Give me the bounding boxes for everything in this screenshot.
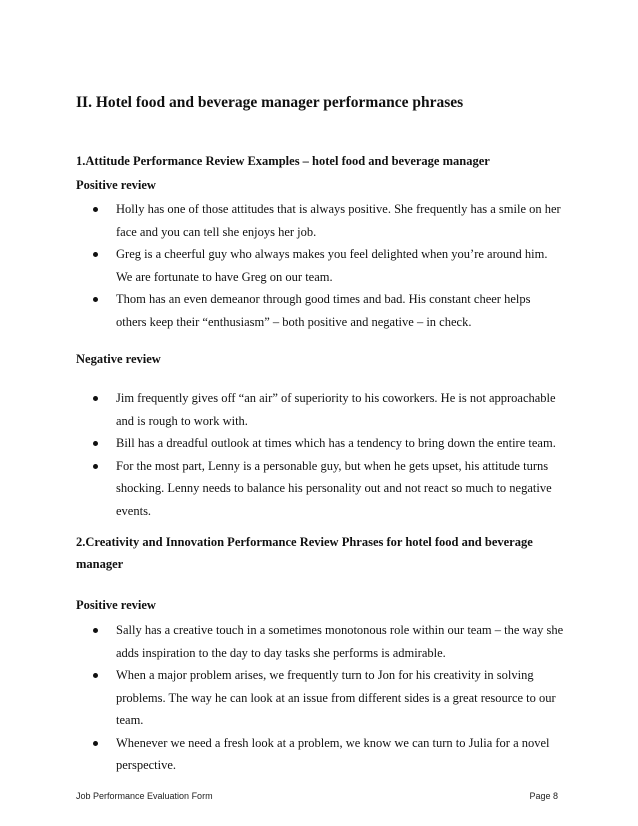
list-item — [76, 288, 564, 333]
positive-review-label: Positive review — [76, 178, 156, 192]
list-item-text: Sally has a creative touch in a sometimes monotonous role within our team – the way she adds inspiration to the day to day tasks she performs is admirable. — [116, 623, 564, 660]
list-item-text: Greg is a cheerful guy who always makes you feel delighted when you’re around him. We are fortunate to have Greg on our team. — [116, 247, 548, 284]
bullet-icon — [93, 441, 98, 446]
bullet-icon — [93, 741, 98, 746]
footer-form-title: Job Performance Evaluation Form — [76, 791, 213, 801]
list-item — [76, 732, 564, 777]
list-item-text: Bill has a dreadful outlook at times which has a tendency to bring down the entire team. — [116, 436, 556, 450]
bullet-icon — [93, 207, 98, 212]
list-item — [76, 664, 564, 732]
list-item — [76, 455, 564, 523]
attitude-negative-list — [76, 387, 564, 522]
bullet-icon — [93, 297, 98, 302]
creativity-positive-list — [76, 619, 564, 777]
list-item-text: Jim frequently gives off “an air” of superiority to his coworkers. He is not approachable and is rough to work with. — [116, 391, 556, 428]
list-item-text: When a major problem arises, we frequently turn to Jon for his creativity in solving problems. The way he can look at an issue from different sides is a great resource to our team. — [116, 668, 556, 727]
list-item — [76, 243, 564, 288]
positive-review-label-creativity: Positive review — [76, 598, 156, 612]
bullet-icon — [93, 396, 98, 401]
list-item — [76, 387, 564, 432]
bullet-icon — [93, 464, 98, 469]
list-item-text: Holly has one of those attitudes that is always positive. She frequently has a smile on her face and you can tell she enjoys her job. — [116, 202, 561, 239]
negative-review-label: Negative review — [76, 352, 161, 366]
footer-page-number: Page 8 — [529, 791, 558, 801]
list-item-text: For the most part, Lenny is a personable guy, but when he gets upset, his attitude turns shocking. Lenny needs to balance his personality out and not react so much to negative events. — [116, 458, 552, 518]
section-heading-creativity: 2.Creativity and Innovation Performance Review Phrases for hotel food and beverage manager — [76, 535, 533, 571]
bullet-icon — [93, 252, 98, 257]
list-item — [76, 619, 564, 664]
attitude-positive-list — [76, 198, 564, 333]
section-heading-attitude: 1.Attitude Performance Review Examples – hotel food and beverage manager — [76, 154, 490, 168]
list-item-text: Thom has an even demeanor through good times and bad. His constant cheer helps others keep their “enthusiasm” – both positive and negative – in check. — [116, 292, 531, 329]
list-item-text: Whenever we need a fresh look at a problem, we know we can turn to Julia for a novel perspective. — [116, 735, 550, 772]
bullet-icon — [93, 673, 98, 678]
bullet-icon — [93, 628, 98, 633]
page-title: II. Hotel food and beverage manager performance phrases — [76, 94, 464, 111]
list-item — [76, 198, 564, 243]
list-item — [76, 432, 564, 455]
